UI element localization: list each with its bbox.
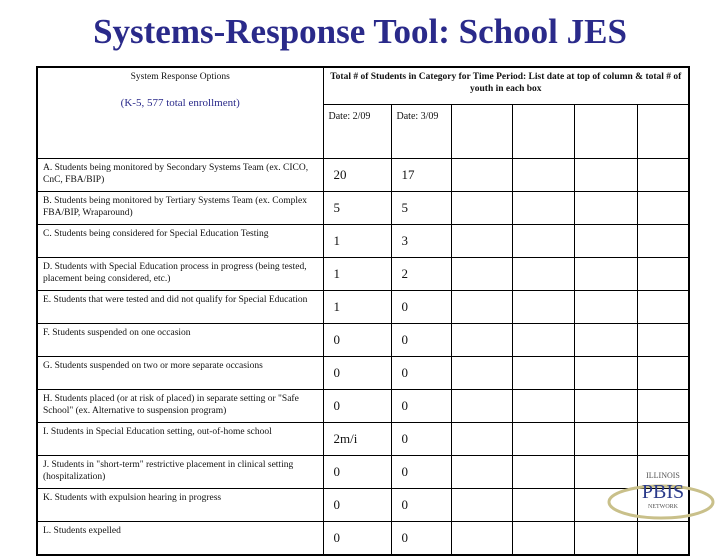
table-row	[37, 522, 689, 556]
count-cell	[574, 423, 637, 456]
svg-text:ILLINOIS: ILLINOIS	[646, 471, 680, 480]
count-cell	[637, 159, 689, 192]
options-title: System Response Options	[130, 72, 230, 82]
count-cell: 5	[391, 192, 451, 225]
date-header	[574, 105, 637, 159]
table-row	[37, 489, 689, 522]
count-cell: 0	[391, 456, 451, 489]
count-cell	[637, 522, 689, 556]
count-cell: 1	[323, 291, 391, 324]
table-row	[37, 225, 689, 258]
count-cell	[574, 225, 637, 258]
count-cell: 0	[323, 456, 391, 489]
count-cell	[451, 522, 512, 556]
count-cell	[512, 192, 574, 225]
count-cell	[512, 159, 574, 192]
count-cell	[451, 159, 512, 192]
count-cell: 3	[391, 225, 451, 258]
count-cell	[451, 489, 512, 522]
options-header	[37, 67, 323, 159]
enrollment: (K-5, 577 total enrollment)	[120, 97, 240, 109]
count-cell	[451, 258, 512, 291]
count-cell: 0	[391, 522, 451, 556]
count-cell: 0	[391, 357, 451, 390]
table-row	[37, 258, 689, 291]
count-cell	[451, 423, 512, 456]
count-cell	[512, 258, 574, 291]
count-cell	[512, 489, 574, 522]
row-label: K. Students with expulsion hearing in progress	[37, 489, 323, 522]
date-header	[637, 105, 689, 159]
count-cell	[451, 192, 512, 225]
count-cell: 0	[391, 489, 451, 522]
count-cell	[637, 291, 689, 324]
count-cell	[512, 357, 574, 390]
table-row	[37, 159, 689, 192]
count-cell	[574, 390, 637, 423]
table-row	[37, 192, 689, 225]
count-cell	[574, 357, 637, 390]
table-row	[37, 456, 689, 489]
illinois-pbis-logo	[605, 466, 717, 526]
count-cell: 0	[391, 291, 451, 324]
page-title: Systems-Response Tool: School JES	[93, 12, 627, 51]
count-cell	[574, 291, 637, 324]
row-label: C. Students being considered for Special Education Testing	[37, 225, 323, 258]
date-header	[512, 105, 574, 159]
table-row	[37, 390, 689, 423]
row-label: I. Students in Special Education setting, out-of-home school	[37, 423, 323, 456]
count-cell: 0	[391, 324, 451, 357]
count-cell: 2m/i	[323, 423, 391, 456]
count-cell: 0	[391, 423, 451, 456]
count-cell	[574, 258, 637, 291]
count-cell	[574, 159, 637, 192]
row-label: J. Students in "short-term" restrictive placement in clinical setting (hospitalization)	[37, 456, 323, 489]
count-cell: 5	[323, 192, 391, 225]
date-header: Date: 3/09	[391, 105, 451, 159]
count-cell: 0	[323, 489, 391, 522]
count-cell	[637, 423, 689, 456]
count-cell	[451, 225, 512, 258]
count-cell: 0	[323, 390, 391, 423]
count-cell: 1	[323, 258, 391, 291]
count-cell	[451, 357, 512, 390]
count-cell	[512, 225, 574, 258]
row-label: A. Students being monitored by Secondary Systems Team (ex. CICO, CnC, FBA/BIP)	[37, 159, 323, 192]
count-cell	[574, 192, 637, 225]
row-label: D. Students with Special Education process in progress (being tested, placement being considered, etc.)	[37, 258, 323, 291]
count-cell: 20	[323, 159, 391, 192]
count-cell	[637, 390, 689, 423]
table-row	[37, 324, 689, 357]
count-cell	[637, 324, 689, 357]
count-cell: 0	[323, 522, 391, 556]
count-cell: 2	[391, 258, 451, 291]
count-cell	[451, 390, 512, 423]
count-cell	[451, 291, 512, 324]
count-cell	[512, 324, 574, 357]
count-cell	[451, 324, 512, 357]
svg-text:PBIS: PBIS	[641, 481, 685, 503]
table-row	[37, 291, 689, 324]
count-cell	[512, 456, 574, 489]
row-label: E. Students that were tested and did not qualify for Special Education	[37, 291, 323, 324]
count-cell	[637, 357, 689, 390]
row-label: F. Students suspended on one occasion	[37, 324, 323, 357]
totals-header: Total # of Students in Category for Time Period: List date at top of column & total # of youth in each box	[323, 67, 689, 105]
date-header	[451, 105, 512, 159]
count-cell	[574, 522, 637, 556]
date-header: Date: 2/09	[323, 105, 391, 159]
count-cell	[512, 390, 574, 423]
count-cell: 17	[391, 159, 451, 192]
count-cell	[637, 258, 689, 291]
count-cell: 0	[323, 357, 391, 390]
count-cell	[512, 423, 574, 456]
count-cell	[512, 291, 574, 324]
count-cell	[512, 522, 574, 556]
systems-response-table	[36, 66, 690, 556]
count-cell	[451, 456, 512, 489]
count-cell	[574, 324, 637, 357]
row-label: G. Students suspended on two or more separate occasions	[37, 357, 323, 390]
row-label: L. Students expelled	[37, 522, 323, 556]
svg-text:NETWORK: NETWORK	[648, 504, 678, 510]
row-label: H. Students placed (or at risk of placed) in separate setting or "Safe School" (ex. Alternative to suspension program)	[37, 390, 323, 423]
table-row	[37, 423, 689, 456]
count-cell: 0	[391, 390, 451, 423]
count-cell	[637, 192, 689, 225]
count-cell	[637, 225, 689, 258]
table-row	[37, 357, 689, 390]
row-label: B. Students being monitored by Tertiary Systems Team (ex. Complex FBA/BIP, Wraparound)	[37, 192, 323, 225]
count-cell: 0	[323, 324, 391, 357]
count-cell: 1	[323, 225, 391, 258]
